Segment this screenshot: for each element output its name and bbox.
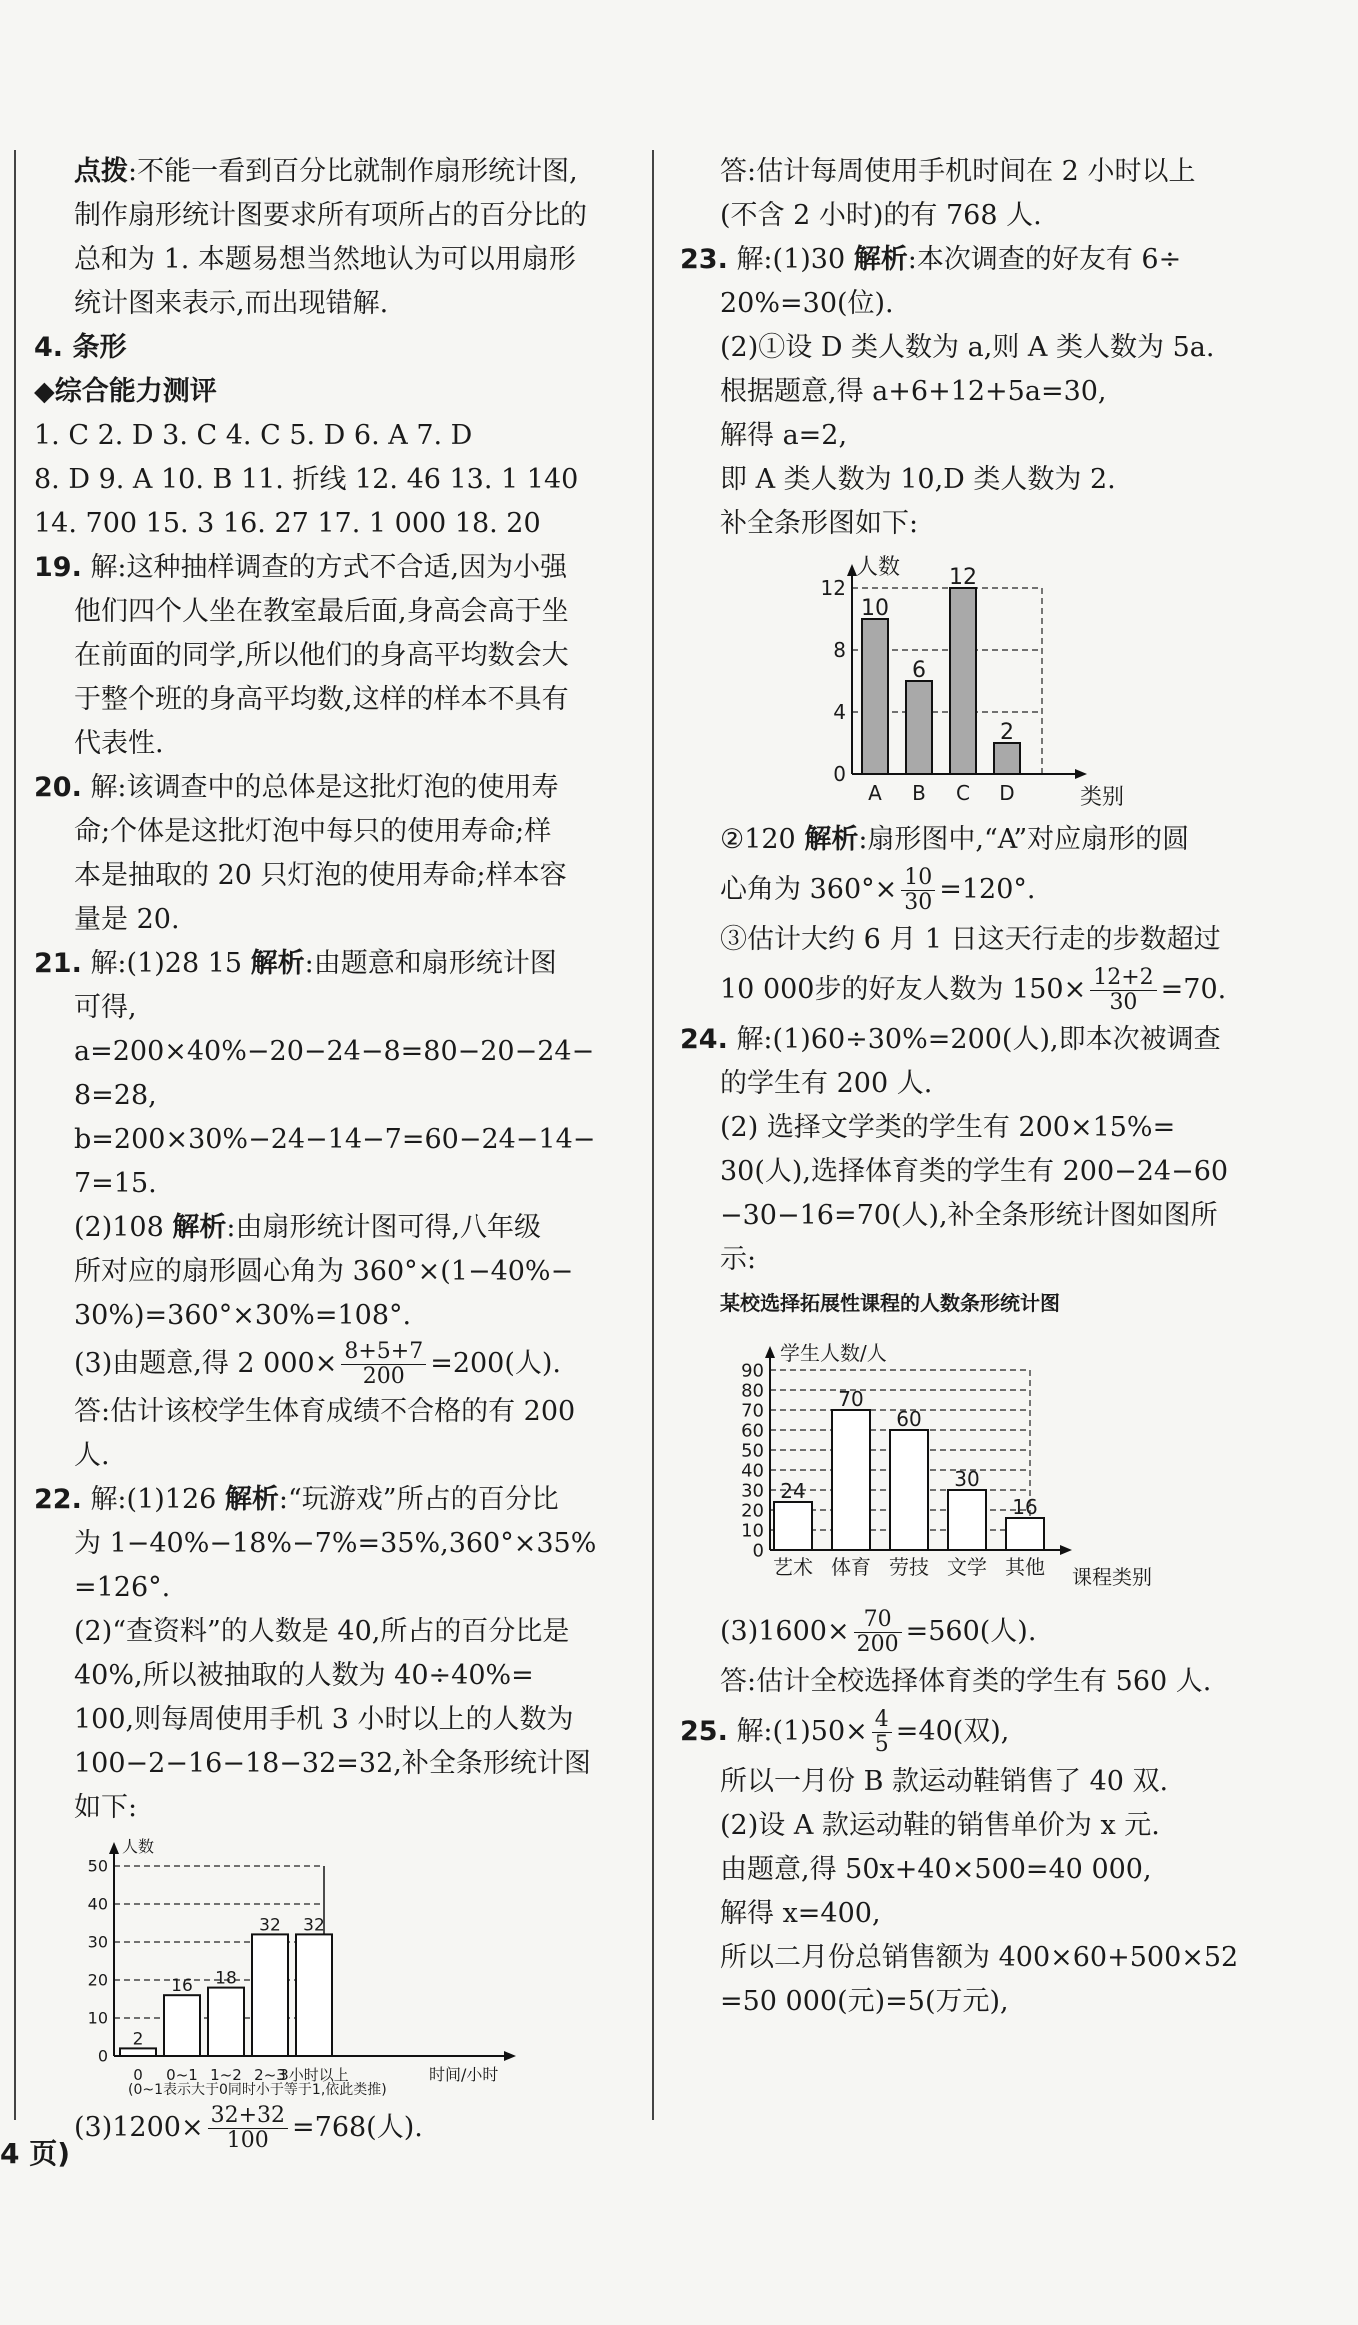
y-tick-label: 0 — [97, 2046, 108, 2066]
q23-formula: 10 000步的好友人数为 150× $\frac{12+2}{30}$ =70. — [720, 965, 1227, 1015]
q21-line: 30%)=360°×30%=108°. — [74, 1300, 412, 1331]
x-tick-label: 其他 — [1005, 1555, 1045, 1579]
q21-line: 可得, — [74, 992, 137, 1023]
q24-line: 答:估计全校选择体育类的学生有 560 人. — [720, 1666, 1212, 1697]
q25-line: (2)设 A 款运动鞋的销售单价为 x 元. — [720, 1810, 1160, 1841]
q20-line: 20. 解:该调查中的总体是这批灯泡的使用寿 — [34, 772, 559, 803]
fraction: $\frac{12+2}{30}$ — [1090, 966, 1156, 1015]
answer-row: 14. 700 15. 3 16. 27 17. 1 000 18. 20 — [34, 508, 541, 539]
q21-line: 所对应的扇形圆心角为 360°×(1−40%− — [74, 1256, 574, 1287]
q21-line: a=200×40%−20−24−8=80−20−24− — [74, 1036, 595, 1067]
bar — [832, 1410, 870, 1550]
data-label: 18 — [215, 1968, 237, 1989]
q21-line: 人. — [74, 1440, 110, 1471]
bar — [906, 681, 932, 774]
bar — [164, 1995, 200, 2056]
note-line: 点拨:不能一看到百分比就制作扇形统计图, — [74, 156, 578, 187]
data-label: 16 — [1012, 1495, 1038, 1519]
courses-bar-chart — [680, 1288, 1320, 1598]
q25-line: 所以二月份总销售额为 400×60+500×52 — [720, 1942, 1239, 1973]
bar — [252, 1934, 288, 2056]
q22-answer-line: 答:估计每周使用手机时间在 2 小时以上 — [720, 156, 1196, 187]
x-tick-label: D — [999, 781, 1015, 805]
q20-line: 量是 20. — [74, 904, 180, 935]
note-line: 制作扇形统计图要求所有项所占的百分比的 — [74, 200, 587, 231]
q24-line: 示: — [720, 1244, 757, 1275]
fraction: $\frac{70}{200}$ — [854, 1608, 902, 1657]
left-column — [34, 150, 614, 2154]
bar — [1006, 1518, 1044, 1550]
y-tick-label: 50 — [87, 1856, 108, 1876]
x-tick-label: B — [912, 781, 926, 805]
y-tick-label: 0 — [752, 1540, 764, 1562]
x-axis-label: 课程类别 — [1072, 1565, 1152, 1589]
answer-item-4: 4. 条形 — [34, 332, 127, 363]
q21-line: 8=28, — [74, 1080, 157, 1111]
q22-line: (2)“查资料”的人数是 40,所占的百分比是 — [74, 1616, 570, 1647]
q19-line: 19. 解:这种抽样调查的方式不合适,因为小强 — [34, 552, 568, 583]
right-column — [680, 150, 1320, 2024]
x-axis-arrow — [504, 2051, 516, 2061]
chart-note: (0~1表示大于0同时小于等于1,依此类推) — [128, 2082, 387, 2096]
chart-title: 某校选择拓展性课程的人数条形统计图 — [720, 1291, 1060, 1315]
q21-line: b=200×30%−24−14−7=60−24−14− — [74, 1124, 596, 1155]
q21-line: (2)108 解析:由扇形统计图可得,八年级 — [74, 1212, 542, 1243]
fraction: $\frac{4}{5}$ — [872, 1708, 892, 1757]
data-label: 6 — [912, 658, 926, 683]
y-tick-label: 4 — [833, 700, 846, 724]
q24-line: 的学生有 200 人. — [720, 1068, 933, 1099]
y-tick-label: 60 — [741, 1420, 764, 1442]
page-number: 4 页) — [0, 2137, 71, 2170]
y-tick-label: 20 — [741, 1500, 764, 1522]
x-axis-arrow — [1075, 769, 1087, 779]
x-tick-label: A — [868, 781, 882, 805]
data-label: 60 — [896, 1407, 922, 1431]
x-tick-label: 3小时以上 — [279, 2066, 349, 2084]
y-tick-label: 30 — [741, 1480, 764, 1502]
q24-line: −30−16=70(人),补全条形统计图如图所 — [720, 1200, 1218, 1231]
x-tick-label: 体育 — [831, 1555, 871, 1579]
y-tick-label: 0 — [833, 762, 846, 786]
q22-answer-line: (不含 2 小时)的有 768 人. — [720, 200, 1042, 231]
q23-line: ②120 解析:扇形图中,“A”对应扇形的圆 — [720, 824, 1190, 855]
x-tick-label: 0~1 — [166, 2066, 198, 2084]
bar — [862, 619, 888, 774]
y-tick-label: 30 — [87, 1932, 108, 1952]
column-divider — [652, 150, 654, 2120]
bar — [994, 743, 1020, 774]
q19-line: 在前面的同学,所以他们的身高平均数会大 — [74, 640, 569, 671]
bar — [208, 1988, 244, 2056]
y-axis-label: 人数 — [856, 555, 901, 580]
x-tick-label: C — [956, 781, 970, 805]
q23-line: 即 A 类人数为 10,D 类人数为 2. — [720, 464, 1116, 495]
q19-line: 他们四个人坐在教室最后面,身高会高于坐 — [74, 596, 569, 627]
note-line: 统计图来表示,而出现错解. — [74, 288, 389, 319]
q25-line: 解得 x=400, — [720, 1898, 881, 1929]
q23-line: 补全条形图如下: — [720, 508, 919, 539]
x-tick-label: 1~2 — [210, 2066, 242, 2084]
bar — [948, 1490, 986, 1550]
x-tick-label: 0 — [133, 2066, 143, 2084]
bar — [120, 2048, 156, 2056]
q21-line: 21. 解:(1)28 15 解析:由题意和扇形统计图 — [34, 948, 557, 979]
q23-line: ③估计大约 6 月 1 日这天行走的步数超过 — [720, 924, 1221, 955]
q19-line: 于整个班的身高平均数,这样的样本不具有 — [74, 684, 569, 715]
y-axis-label: 人数 — [122, 1837, 155, 1856]
data-label: 70 — [838, 1387, 864, 1411]
q23-line: (2)①设 D 类人数为 a,则 A 类人数为 5a. — [720, 332, 1215, 363]
q22-line: 40%,所以被抽取的人数为 40÷40%= — [74, 1660, 534, 1691]
phone-usage-bar-chart — [34, 1836, 594, 2096]
bar — [774, 1502, 812, 1550]
y-tick-label: 90 — [741, 1360, 764, 1382]
section-heading: ◆综合能力测评 — [34, 376, 217, 407]
q19-line: 代表性. — [74, 728, 164, 759]
data-label: 16 — [171, 1976, 193, 1997]
q21-line: 7=15. — [74, 1168, 157, 1199]
q24-formula: (3)1600× $\frac{70}{200}$ =560(人). — [720, 1607, 1037, 1657]
q25-line: 由题意,得 50x+40×500=40 000, — [720, 1854, 1152, 1885]
y-tick-label: 80 — [741, 1380, 764, 1402]
y-tick-label: 10 — [741, 1520, 764, 1542]
data-label: 30 — [954, 1467, 980, 1491]
q20-line: 本是抽取的 20 只灯泡的使用寿命;样本容 — [74, 860, 567, 891]
y-tick-label: 10 — [87, 2008, 108, 2028]
bar — [296, 1934, 332, 2056]
x-tick-label: 艺术 — [773, 1555, 813, 1579]
y-tick-label: 50 — [741, 1440, 764, 1462]
q22-formula: (3)1200× $\frac{32+32}{100}$ =768(人). — [74, 2103, 423, 2153]
y-tick-label: 70 — [741, 1400, 764, 1422]
data-label: 24 — [780, 1479, 806, 1503]
q25-line: =50 000(元)=5(万元), — [720, 1986, 1009, 2017]
x-tick-label: 劳技 — [889, 1555, 929, 1579]
q23-line: 23. 解:(1)30 解析:本次调查的好友有 6÷ — [680, 244, 1182, 275]
y-tick-label: 12 — [820, 576, 846, 600]
q23-line: 20%=30(位). — [720, 288, 894, 319]
data-label: 2 — [1000, 720, 1014, 745]
q22-line: 22. 解:(1)126 解析:“玩游戏”所占的百分比 — [34, 1484, 559, 1515]
data-label: 12 — [949, 565, 977, 590]
y-axis-arrow — [765, 1346, 775, 1358]
page-border — [14, 150, 16, 2120]
answer-row: 1. C 2. D 3. C 4. C 5. D 6. A 7. D — [34, 420, 473, 451]
q25-line: 25. 解:(1)50× $\frac{4}{5}$ =40(双), — [680, 1707, 1010, 1757]
x-tick-label: 2~3 — [254, 2066, 286, 2084]
y-tick-label: 8 — [833, 638, 846, 662]
q22-line: 100−2−16−18−32=32,补全条形统计图 — [74, 1748, 591, 1779]
bar — [950, 588, 976, 774]
fraction: $\frac{10}{30}$ — [901, 866, 935, 915]
q22-line: 如下: — [74, 1792, 138, 1823]
q24-line: (2) 选择文学类的学生有 200×15%= — [720, 1112, 1176, 1143]
q24-line: 30(人),选择体育类的学生有 200−24−60 — [720, 1156, 1229, 1187]
q21-line: 答:估计该校学生体育成绩不合格的有 200 — [74, 1396, 576, 1427]
y-tick-label: 20 — [87, 1970, 108, 1990]
y-tick-label: 40 — [741, 1460, 764, 1482]
q20-line: 命;个体是这批灯泡中每只的使用寿命;样 — [74, 816, 552, 847]
data-label: 32 — [303, 1915, 325, 1936]
y-axis-arrow — [109, 1842, 119, 1854]
q25-line: 所以一月份 B 款运动鞋销售了 40 双. — [720, 1766, 1169, 1797]
data-label: 2 — [132, 2029, 144, 2050]
data-label: 10 — [861, 596, 889, 621]
friends-steps-bar-chart — [810, 552, 1170, 812]
q23-line: 解得 a=2, — [720, 420, 848, 451]
fraction: $\frac{8+5+7}{200}$ — [341, 1340, 426, 1389]
data-label: 32 — [259, 1915, 281, 1936]
q22-line: 100,则每周使用手机 3 小时以上的人数为 — [74, 1704, 574, 1735]
y-tick-label: 40 — [87, 1894, 108, 1914]
note-label: 点拨 — [74, 156, 128, 187]
q22-line: 为 1−40%−18%−7%=35%,360°×35% — [74, 1528, 597, 1559]
answer-row: 8. D 9. A 10. B 11. 折线 12. 46 13. 1 140 — [34, 464, 579, 495]
q24-line: 24. 解:(1)60÷30%=200(人),即本次被调查 — [680, 1024, 1221, 1055]
y-axis-label: 学生人数/人 — [780, 1341, 887, 1365]
x-axis-label: 时间/小时 — [429, 2065, 499, 2084]
bar — [890, 1430, 928, 1550]
q22-line: =126°. — [74, 1572, 171, 1603]
x-axis-arrow — [1060, 1545, 1072, 1555]
note-line: 总和为 1. 本题易想当然地认为可以用扇形 — [74, 244, 576, 275]
x-axis-label: 类别 — [1080, 785, 1125, 810]
q23-line: 根据题意,得 a+6+12+5a=30, — [720, 376, 1107, 407]
q21-formula: (3)由题意,得 2 000× $\frac{8+5+7}{200}$ =200(人). — [74, 1339, 562, 1389]
q23-formula: 心角为 360°× $\frac{10}{30}$ =120°. — [720, 865, 1036, 915]
fraction: $\frac{32+32}{100}$ — [208, 2104, 288, 2153]
x-tick-label: 文学 — [947, 1555, 987, 1579]
